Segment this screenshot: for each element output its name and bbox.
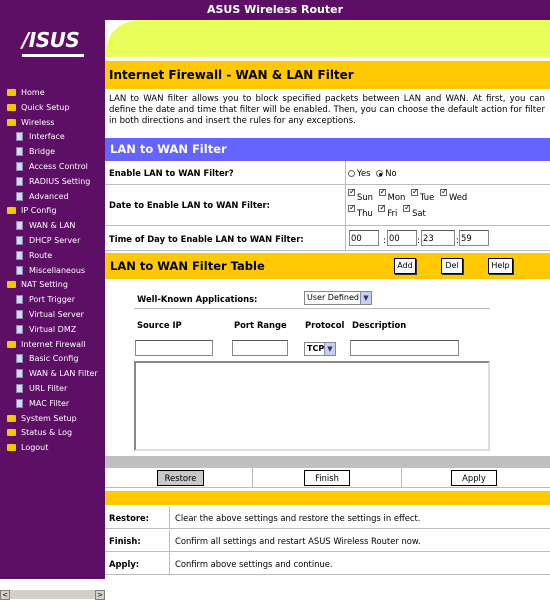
sidebar-item-label: Home — [21, 88, 45, 97]
header-curve-decoration — [105, 20, 550, 57]
legend-key: Apply: — [109, 559, 140, 569]
sidebar-item-logout[interactable] — [0, 441, 105, 456]
sidebar-item-advanced[interactable] — [0, 190, 105, 205]
sidebar-item-miscellaneous[interactable] — [0, 264, 105, 279]
sidebar-item-label: Basic Config — [29, 354, 79, 364]
legend-text: Confirm all settings and restart ASUS Wireless Router now. — [175, 536, 421, 546]
start-minute-input[interactable]: 00 — [387, 230, 417, 246]
folder-open-icon — [7, 341, 16, 348]
day-thu-checkbox[interactable] — [348, 205, 355, 212]
sidebar-item-nat-setting[interactable] — [0, 278, 105, 293]
sidebar-item-label: Virtual Server — [29, 309, 84, 319]
page-icon — [16, 251, 23, 260]
chevron-down-icon: ▼ — [324, 343, 335, 355]
start-hour-input[interactable]: 00 — [349, 230, 379, 246]
folder-open-icon — [7, 119, 16, 126]
sidebar-nav — [0, 86, 105, 456]
separator-bar — [105, 456, 550, 468]
finish-button[interactable]: Finish — [304, 470, 350, 486]
column-header: Port Range — [234, 320, 287, 330]
sidebar-item-label: WAN & LAN — [29, 221, 76, 231]
logo-underline — [22, 54, 84, 57]
sidebar-item-mac-filter[interactable] — [0, 397, 105, 412]
apps-select[interactable] — [304, 291, 372, 305]
sidebar-item-wireless[interactable] — [0, 116, 105, 131]
day-sun-checkbox[interactable] — [348, 189, 355, 196]
legend-row-restore — [105, 507, 550, 529]
sidebar-item-label: Access Control — [29, 161, 88, 171]
rules-listbox[interactable] — [134, 361, 490, 451]
sidebar-item-route[interactable] — [0, 249, 105, 264]
sidebar-item-label: Quick Setup — [21, 102, 70, 112]
sidebar-item-label: Advanced — [29, 191, 69, 201]
day-fri-label: Fri — [387, 208, 398, 218]
sidebar-item-system-setup[interactable] — [0, 412, 105, 427]
sidebar-item-url-filter[interactable] — [0, 382, 105, 397]
folder-icon — [7, 444, 16, 451]
filter-table-title — [105, 253, 550, 279]
add-button[interactable]: Add — [394, 258, 416, 274]
main-content — [105, 57, 550, 579]
sidebar-item-label: Route — [29, 250, 53, 260]
page-icon — [16, 325, 23, 334]
sidebar-item-label: System Setup — [21, 413, 77, 423]
asus-logo: /ISUS — [22, 28, 80, 52]
day-wed-label: Wed — [448, 192, 468, 202]
end-hour-input[interactable]: 23 — [421, 230, 455, 246]
sidebar-scrollbar[interactable] — [0, 589, 105, 599]
sidebar-item-label: Logout — [21, 443, 49, 453]
enable-yes-label: Yes — [357, 168, 371, 178]
day-sat-label: Sat — [412, 208, 426, 218]
action-buttons-row — [105, 468, 550, 488]
day-checkboxes — [348, 189, 538, 221]
page-icon — [16, 310, 23, 319]
filter-table-title-text: LAN to WAN Filter Table — [110, 259, 265, 273]
page-icon — [16, 266, 23, 275]
protocol-select[interactable] — [304, 342, 336, 356]
page-icon — [16, 354, 23, 363]
sidebar-item-interface[interactable] — [0, 130, 105, 145]
legend-key: Finish: — [109, 536, 141, 546]
page-icon — [16, 384, 23, 393]
page-icon — [16, 147, 23, 156]
enable-no-radio[interactable] — [376, 170, 383, 177]
day-mon-checkbox[interactable] — [379, 189, 386, 196]
page-icon — [16, 221, 23, 230]
enable-filter-row — [105, 161, 550, 185]
sidebar-item-label: Wireless — [21, 117, 55, 127]
sidebar-item-dhcp-server[interactable] — [0, 234, 105, 249]
time-separator: : — [417, 236, 421, 246]
page-icon — [16, 236, 23, 245]
day-wed-checkbox[interactable] — [440, 189, 447, 196]
folder-icon — [7, 89, 16, 96]
sidebar-item-virtual-server[interactable] — [0, 308, 105, 323]
apply-button[interactable]: Apply — [451, 470, 497, 486]
enable-filter-label: Enable LAN to WAN Filter? — [109, 168, 234, 178]
chevron-down-icon: ▼ — [360, 292, 371, 304]
sidebar-item-access-control[interactable] — [0, 160, 105, 175]
apps-select-value: User Defined — [307, 293, 359, 302]
sidebar-item-radius-setting[interactable] — [0, 175, 105, 190]
sidebar-item-label: NAT Setting — [21, 280, 68, 290]
page-icon — [16, 177, 23, 186]
sidebar-item-ip-config[interactable] — [0, 204, 105, 219]
del-button[interactable]: Del — [441, 258, 463, 274]
sidebar-item-label: Miscellaneous — [29, 265, 86, 275]
sidebar-item-label: DHCP Server — [29, 235, 81, 245]
time-separator: : — [383, 236, 387, 246]
day-tue-checkbox[interactable] — [411, 189, 418, 196]
page-icon — [16, 399, 23, 408]
day-thu-label: Thu — [357, 208, 373, 218]
scroll-right-button[interactable]: > — [95, 590, 105, 600]
sidebar-item-label: Interface — [29, 132, 65, 142]
apps-label: Well-Known Applications: — [137, 294, 258, 304]
sidebar-item-status-log[interactable] — [0, 426, 105, 441]
time-filter-row — [105, 226, 550, 251]
restore-button[interactable]: Restore — [157, 470, 204, 486]
folder-icon — [7, 429, 16, 436]
legend-text: Clear the above settings and restore the settings in effect. — [175, 513, 421, 523]
folder-open-icon — [7, 281, 16, 288]
legend-text: Confirm above settings and continue. — [175, 559, 333, 569]
apps-row — [134, 287, 490, 309]
folder-open-icon — [7, 207, 16, 214]
legend-row-finish — [105, 530, 550, 552]
legend-header-bar — [105, 491, 550, 505]
sidebar-item-label: MAC Filter — [29, 398, 70, 408]
sidebar-item-label: URL Filter — [29, 383, 68, 393]
sidebar-item-wan-lan[interactable] — [0, 219, 105, 234]
page-icon — [16, 295, 23, 304]
page-icon — [16, 192, 23, 201]
source-ip-input[interactable] — [135, 340, 213, 356]
port-range-input[interactable] — [232, 340, 288, 356]
sidebar-item-virtual-dmz[interactable] — [0, 323, 105, 338]
sidebar-item-label: Port Trigger — [29, 295, 75, 305]
page-title: Internet Firewall - WAN & LAN Filter — [105, 61, 550, 89]
day-tue-label: Tue — [419, 192, 435, 202]
sidebar — [0, 20, 105, 599]
column-header: Protocol — [305, 320, 345, 330]
filter-table — [134, 287, 490, 452]
sidebar-item-label: WAN & LAN Filter — [29, 369, 98, 379]
sidebar-item-internet-firewall[interactable] — [0, 338, 105, 353]
folder-icon — [7, 415, 16, 422]
protocol-select-value: TCP — [307, 344, 325, 353]
time-separator: : — [456, 236, 460, 246]
new-rule-row — [134, 337, 490, 359]
sidebar-item-label: Status & Log — [21, 428, 73, 438]
column-header: Description — [352, 320, 407, 330]
scroll-left-button[interactable]: < — [0, 590, 10, 600]
window-title: ASUS Wireless Router — [0, 0, 550, 20]
sidebar-item-wan-lan-filter[interactable] — [0, 367, 105, 382]
day-fri-checkbox[interactable] — [378, 205, 385, 212]
day-mon-label: Mon — [387, 192, 406, 202]
page-description: LAN to WAN filter allows you to block specified packets between LAN and WAN. At first, you can define the date and time that filter will be enabled. Then, you can choose the default action for filter in both directions and insert the rules for any exceptions. — [109, 94, 545, 126]
date-filter-row — [105, 185, 550, 226]
section-title: LAN to WAN Filter — [105, 138, 550, 161]
sidebar-item-bridge[interactable] — [0, 145, 105, 160]
sidebar-item-quick-setup[interactable] — [0, 101, 105, 116]
sidebar-item-basic-config[interactable] — [0, 352, 105, 367]
sidebar-item-port-trigger[interactable] — [0, 293, 105, 308]
folder-icon — [7, 104, 16, 111]
sidebar-item-label: Virtual DMZ — [29, 324, 77, 334]
sidebar-item-label: RADIUS Setting — [29, 176, 91, 186]
page-icon — [16, 162, 23, 171]
table-header-row — [134, 309, 490, 337]
page-icon — [16, 369, 23, 378]
day-sun-label: Sun — [357, 192, 373, 202]
enable-yes-radio[interactable] — [348, 170, 355, 177]
page-icon — [16, 132, 23, 141]
end-minute-input[interactable]: 59 — [459, 230, 489, 246]
sidebar-item-home[interactable] — [0, 86, 105, 101]
legend-row-apply — [105, 553, 550, 575]
column-header: Source IP — [137, 320, 182, 330]
enable-filter-options — [348, 168, 397, 178]
sidebar-item-label: Bridge — [29, 147, 56, 157]
day-sat-checkbox[interactable] — [403, 205, 410, 212]
sidebar-item-label: IP Config — [21, 206, 57, 216]
enable-no-label: No — [385, 168, 397, 178]
date-filter-label: Date to Enable LAN to WAN Filter: — [109, 200, 270, 210]
time-filter-label: Time of Day to Enable LAN to WAN Filter: — [109, 234, 304, 244]
sidebar-item-label: Internet Firewall — [21, 339, 86, 349]
legend-key: Restore: — [109, 513, 150, 523]
description-input[interactable] — [350, 340, 459, 356]
help-button[interactable]: Help — [488, 258, 513, 274]
